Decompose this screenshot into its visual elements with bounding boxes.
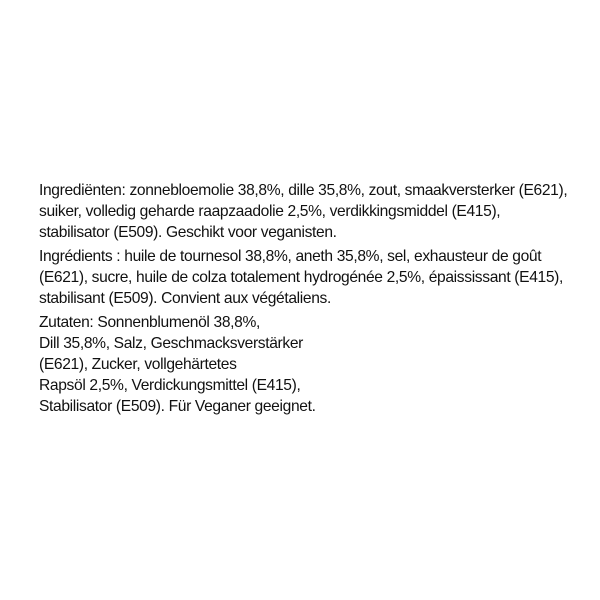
ingredients-line: (E621), Zucker, vollgehärtetes xyxy=(39,356,237,373)
ingredients-line: Ingrédients : huile de tournesol 38,8%, aneth 35,8%, sel, exhausteur de goût xyxy=(39,248,542,265)
ingredients-line: Ingrediënten: zonnebloemolie 38,8%, dille 35,8%, zout, smaakversterker (E621), xyxy=(39,182,568,199)
ingredients-french xyxy=(39,246,579,309)
ingredients-line: Rapsöl 2,5%, Verdickungsmittel (E415), xyxy=(39,377,301,394)
ingredients-line: stabilisant (E509). Convient aux végétaliens. xyxy=(39,290,331,307)
ingredients-line: (E621), sucre, huile de colza totalement hydrogénée 2,5%, épaississant (E415), xyxy=(39,269,563,286)
ingredients-dutch xyxy=(39,180,579,243)
ingredients-line: Dill 35,8%, Salz, Geschmacksverstärker xyxy=(39,335,304,352)
ingredients-german xyxy=(39,312,579,417)
ingredients-label xyxy=(39,180,579,420)
ingredients-line: stabilisator (E509). Geschikt voor veganisten. xyxy=(39,224,337,241)
ingredients-line: suiker, volledig geharde raapzaadolie 2,5%, verdikkingsmiddel (E415), xyxy=(39,203,501,220)
ingredients-line: Stabilisator (E509). Für Veganer geeignet. xyxy=(39,398,316,415)
ingredients-line: Zutaten: Sonnenblumenöl 38,8%, xyxy=(39,314,260,331)
